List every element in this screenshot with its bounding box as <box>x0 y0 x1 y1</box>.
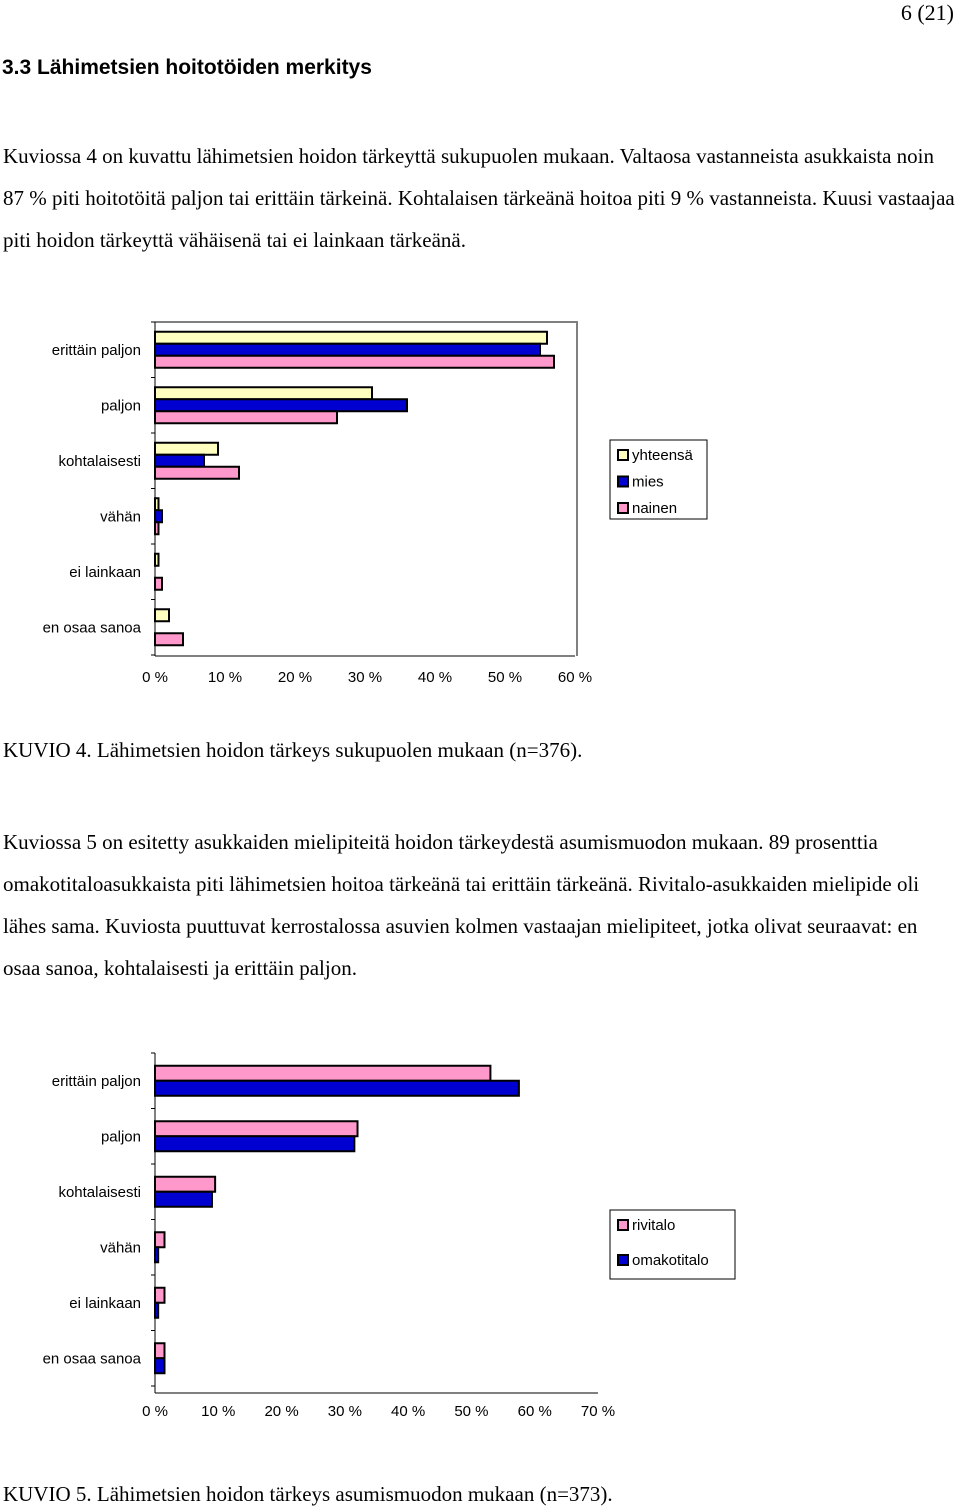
bar-rivitalo-paljon <box>155 1121 358 1136</box>
legend-swatch-rivitalo <box>618 1220 628 1230</box>
bar-nainen-kohtalaisesti <box>155 467 239 479</box>
category-label-en-osaa-sanoa: en osaa sanoa <box>42 619 141 637</box>
bar-yhteensa-kohtalaisesti <box>155 443 218 455</box>
bar-nainen-ei-lainkaan <box>155 578 162 590</box>
category-label-erittain-paljon: erittäin paljon <box>51 341 141 359</box>
x-tick-label: 50 % <box>487 669 523 686</box>
category-label-ei-lainkaan: ei lainkaan <box>69 1294 141 1312</box>
legend-label-rivitalo: rivitalo <box>632 1217 676 1234</box>
figure-caption-4: KUVIO 4. Lähimetsien hoidon tärkeys sukupuolen mukaan (n=376). <box>3 738 583 762</box>
chart-axes <box>151 1053 598 1393</box>
category-label-vahan: vähän <box>100 1239 141 1257</box>
bar-omakotitalo-vahan <box>155 1247 158 1262</box>
x-tick-label: 0 % <box>142 669 168 686</box>
category-labels <box>43 1073 142 1368</box>
x-tick-label: 20 % <box>264 1403 299 1420</box>
legend <box>610 440 707 519</box>
category-labels <box>43 342 142 637</box>
category-label-kohtalaisesti: kohtalaisesti <box>58 452 141 470</box>
x-tick-label: 10 % <box>201 1403 236 1420</box>
bar-yhteensa-ei-lainkaan <box>155 554 159 566</box>
bar-nainen-vahan <box>155 522 159 534</box>
plot-frame <box>155 322 577 656</box>
chart-axes <box>151 322 577 656</box>
bar-mies-kohtalaisesti <box>155 455 204 467</box>
bar-rivitalo-ei-lainkaan <box>155 1288 164 1303</box>
x-tick-label: 0 % <box>142 1403 168 1420</box>
bar-yhteensa-paljon <box>155 387 372 399</box>
paragraph-2: Kuviossa 5 on esitetty asukkaiden mielipiteitä hoidon tärkeydestä asumismuodon mukaan. 89 prosenttia omakotitaloasukkaista piti lähimetsien hoitoa tärkeänä tai erittäin tärkeänä. Rivitalo-asukkaiden mielipide oli lähes sama. Kuviosta puuttuvat kerrostalossa asuvien kolmen vastaajan mielipiteet, jotka olivat seuraavat: en osaa sanoa, kohtalaisesti ja erittäin paljon. <box>3 830 920 980</box>
bar-mies-vahan <box>155 510 162 522</box>
x-tick-label: 40 % <box>391 1403 426 1420</box>
legend <box>610 1210 735 1279</box>
figure-caption-5: KUVIO 5. Lähimetsien hoidon tärkeys asumismuodon mukaan (n=373). <box>3 1482 613 1506</box>
bar-rivitalo-en-osaa-sanoa <box>155 1343 164 1358</box>
paragraph-1: Kuviossa 4 on kuvattu lähimetsien hoidon tärkeyttä sukupuolen mukaan. Valtaosa vastanneista asukkaista noin 87 % piti hoitotöitä paljon tai erittäin tärkeinä. Kohtalaisen tärkeänä hoitoa piti 9 % vastanneista. Kuusi vastaajaa piti hoidon tärkeyttä vähäisenä tai ei lainkaan tärkeänä. <box>3 144 955 252</box>
x-tick-label: 10 % <box>207 669 243 686</box>
bar-mies-paljon <box>155 399 407 411</box>
section-title: 3.3 Lähimetsien hoitotöiden merkitys <box>2 56 372 79</box>
legend-label-omakotitalo: omakotitalo <box>632 1252 709 1269</box>
bar-rivitalo-kohtalaisesti <box>155 1177 215 1192</box>
bar-nainen-erittain-paljon <box>155 356 554 368</box>
x-tick-label: 30 % <box>347 669 383 686</box>
legend-swatch-mies <box>618 477 628 487</box>
bar-yhteensa-erittain-paljon <box>155 332 547 344</box>
bar-yhteensa-en-osaa-sanoa <box>155 609 169 621</box>
bar-yhteensa-vahan <box>155 498 159 510</box>
x-tick-label: 40 % <box>417 669 453 686</box>
bar-nainen-paljon <box>155 411 337 423</box>
legend-label-yhteensa: yhteensä <box>632 447 693 464</box>
bars <box>155 1066 519 1374</box>
bar-omakotitalo-erittain-paljon <box>155 1081 519 1096</box>
legend-label-nainen: nainen <box>632 500 678 517</box>
bar-omakotitalo-ei-lainkaan <box>155 1303 158 1318</box>
bar-omakotitalo-kohtalaisesti <box>155 1192 212 1207</box>
category-label-ei-lainkaan: ei lainkaan <box>69 563 141 581</box>
bars <box>155 332 554 646</box>
category-label-en-osaa-sanoa: en osaa sanoa <box>42 1350 141 1368</box>
bar-mies-erittain-paljon <box>155 344 540 356</box>
x-tick-label: 20 % <box>277 669 313 686</box>
x-tick-label: 60 % <box>517 1403 552 1420</box>
category-label-erittain-paljon: erittäin paljon <box>51 1072 141 1090</box>
x-tick-label: 70 % <box>580 1403 616 1420</box>
chart-kuvio-5 <box>0 1040 960 1440</box>
bar-rivitalo-vahan <box>155 1232 164 1247</box>
chart-kuvio-4 <box>0 300 960 700</box>
bar-rivitalo-erittain-paljon <box>155 1066 490 1081</box>
bar-omakotitalo-en-osaa-sanoa <box>155 1358 164 1373</box>
x-tick-label: 30 % <box>327 1403 362 1420</box>
x-tick-label: 50 % <box>454 1403 489 1420</box>
legend-swatch-nainen <box>618 503 628 513</box>
legend-swatch-omakotitalo <box>618 1255 628 1265</box>
bar-omakotitalo-paljon <box>155 1136 354 1151</box>
x-tick-label: 60 % <box>557 669 593 686</box>
legend-label-mies: mies <box>632 473 664 491</box>
category-label-vahan: vähän <box>100 508 141 526</box>
bar-nainen-en-osaa-sanoa <box>155 633 183 645</box>
legend-swatch-yhteensa <box>618 450 628 460</box>
category-label-paljon: paljon <box>100 397 141 415</box>
tick-labels <box>142 669 592 686</box>
tick-labels <box>142 1403 615 1420</box>
category-label-kohtalaisesti: kohtalaisesti <box>58 1183 141 1201</box>
category-label-paljon: paljon <box>100 1128 141 1146</box>
page-number: 6 (21) <box>900 0 954 25</box>
